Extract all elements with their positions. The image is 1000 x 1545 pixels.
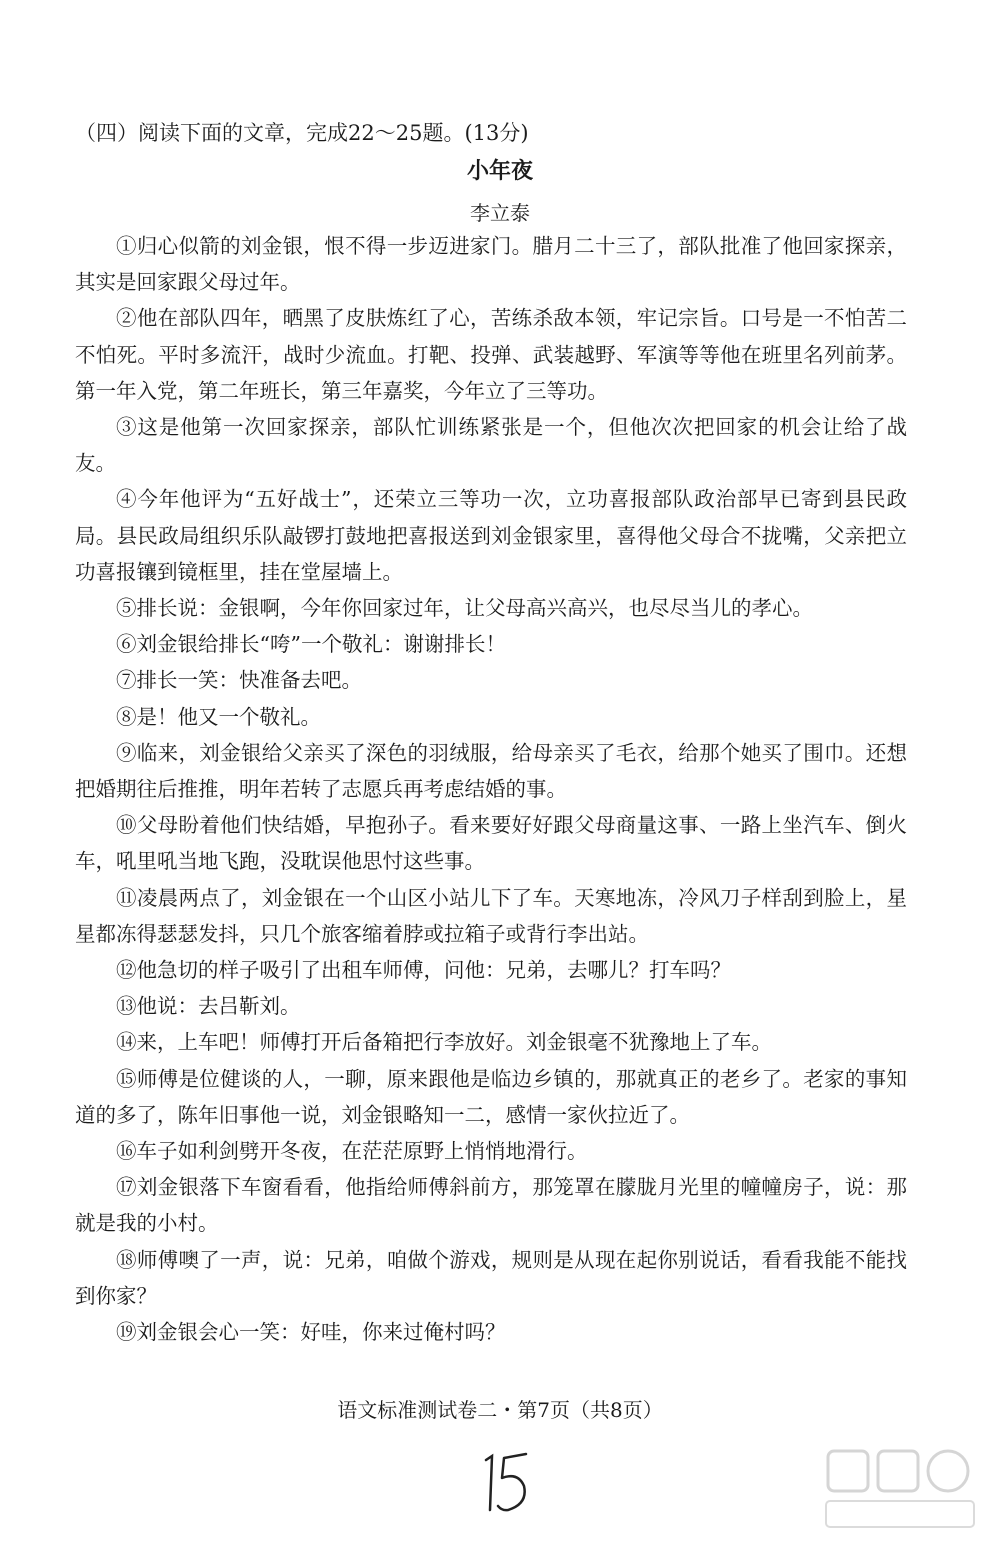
- handwritten-page-number: [478, 1448, 538, 1518]
- paragraph-18: ⑱师傅噢了一声，说：兄弟，咱做个游戏，规则是从现在起你别说话，看看我能不能找到你家？: [75, 1247, 907, 1308]
- article-title: 小年夜: [466, 159, 533, 184]
- paragraph-9: ⑨临来，刘金银给父亲买了深色的羽绒服，给母亲买了毛衣，给那个她买了围巾。还想把婚期往后推推，明年若转了志愿兵再考虑结婚的事。: [75, 740, 907, 802]
- page-footer: 语文标准测试卷二・第7页（共8页）: [337, 1398, 663, 1422]
- paragraph-11: ⑪凌晨两点了，刘金银在一个山区小站儿下了车。天寒地冻，冷风刀子样刮到脸上，星星都冻得瑟瑟发抖，只几个旅客缩着脖或拉箱子或背行李出站。: [75, 885, 907, 946]
- section-heading: （四）阅读下面的文章，完成22～25题。(13分): [75, 121, 529, 145]
- paragraph-5: ⑤排长说：金银啊，今年你回家过年，让父母高兴高兴，也尽尽当儿的孝心。: [116, 596, 813, 621]
- paragraph-10: ⑩父母盼着他们快结婚，早抱孙子。看来要好好跟父母商量这事、一路上坐汽车、倒火车，吼里吼当地飞跑，没耽误他思忖这些事。: [75, 813, 907, 874]
- paragraph-17: ⑰刘金银落下车窗看看，他指给师傅斜前方，那笼罩在朦胧月光里的幢幢房子，说：那就是我的小村。: [75, 1175, 907, 1236]
- paragraph-12: ⑫他急切的样子吸引了出租车师傅，问他：兄弟，去哪儿？打车吗？: [116, 958, 731, 983]
- article-author: 李立泰: [470, 201, 530, 225]
- paragraph-13: ⑬他说：去吕靳刘。: [116, 994, 301, 1019]
- paragraph-19: ⑲刘金银会心一笑：好哇，你来过俺村吗？: [116, 1320, 506, 1345]
- paragraph-16: ⑯车子如利剑劈开冬夜，在茫茫原野上悄悄地滑行。: [116, 1139, 588, 1164]
- paragraph-14: ⑭来，上车吧！师傅打开后备箱把行李放好。刘金银毫不犹豫地上了车。: [116, 1030, 772, 1055]
- paragraph-1: ①归心似箭的刘金银，恨不得一步迈进家门。腊月二十三了，部队批准了他回家探亲，其实是回家跟父母过年。: [75, 234, 907, 295]
- paragraph-3: ③这是他第一次回家探亲，部队忙训练紧张是一个，但他次次把回家的机会让给了战友。: [75, 415, 907, 476]
- paragraph-2: ②他在部队四年，晒黑了皮肤炼红了心，苦练杀敌本领，牢记宗旨。口号是一不怕苦二不怕死。平时多流汗，战时少流血。打靶、投弹、武装越野、军演等等他在班里名列前茅。第一年入党，第二年班长，第三年嘉奖，今年立了三等功。: [75, 306, 907, 403]
- paragraph-4: ④今年他评为“五好战士”，还荣立三等功一次，立功喜报部队政治部早已寄到县民政局。县民政局组织乐队敲锣打鼓地把喜报送到刘金银家里，喜得他父母合不拢嘴，父亲把立功喜报镶到镜框里，挂在堂屋墙上。: [75, 487, 907, 584]
- paragraph-8: ⑧是！他又一个敬礼。: [116, 704, 321, 729]
- paragraph-6: ⑥刘金银给排长“咵”一个敬礼：谢谢排长！: [116, 632, 506, 657]
- paragraph-7: ⑦排长一笑：快准备去吧。: [116, 668, 362, 693]
- watermark-logo: [820, 1443, 980, 1533]
- article-body: [75, 228, 907, 1350]
- paragraph-15: ⑮师傅是位健谈的人，一聊，原来跟他是临边乡镇的，那就真正的老乡了。老家的事知道的多了，陈年旧事他一说，刘金银略知一二，感情一家伙拉近了。: [75, 1066, 907, 1127]
